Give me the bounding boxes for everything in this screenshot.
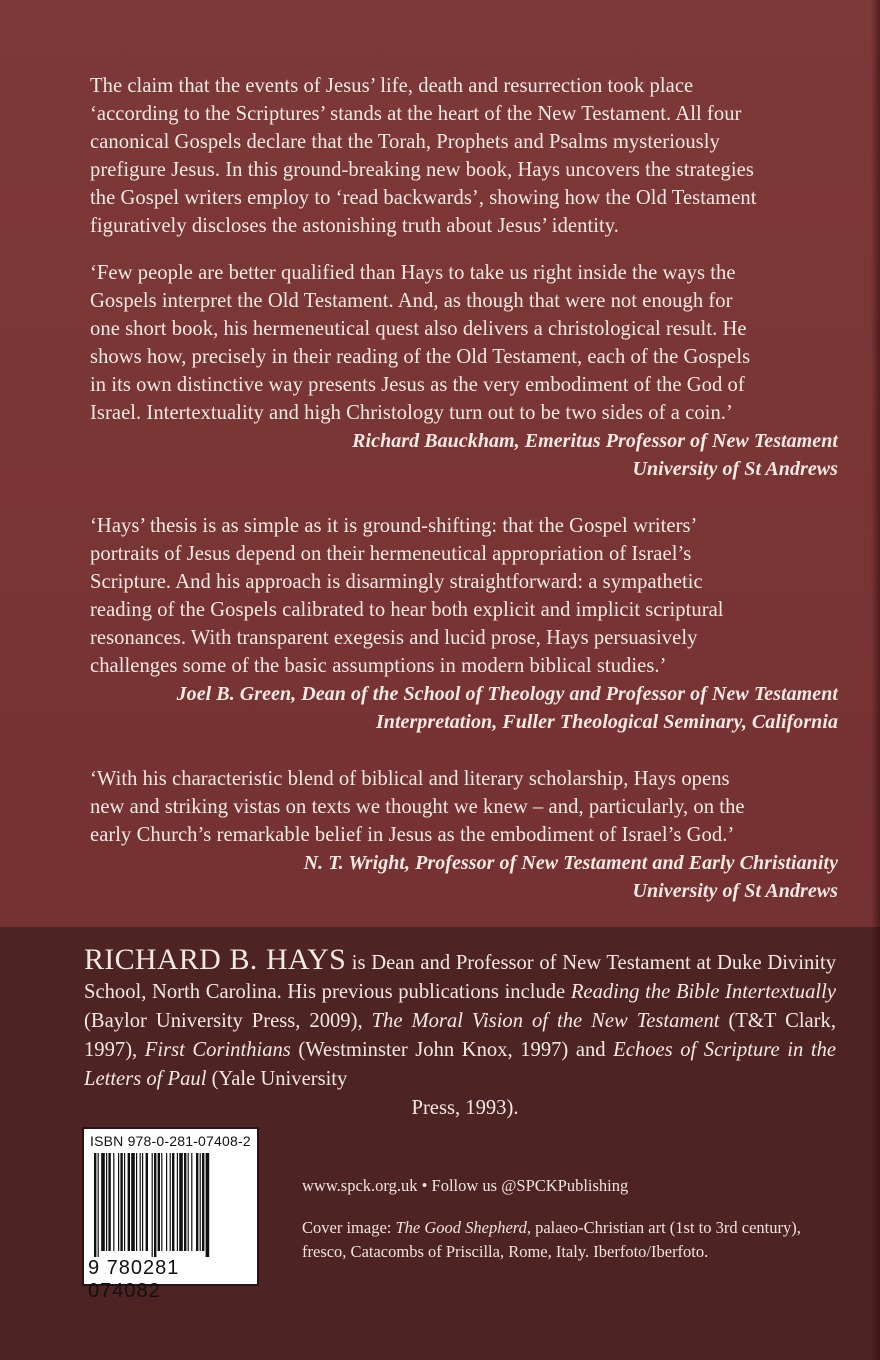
barcode-bar: [206, 1153, 210, 1257]
barcode-bar: [120, 1153, 122, 1251]
author-name: RICHARD B. HAYS: [84, 943, 347, 976]
bio-text: (Baylor University Press, 2009),: [84, 1010, 372, 1032]
attribution: [90, 680, 838, 736]
barcode-bar: [106, 1153, 107, 1251]
barcode-bar: [136, 1153, 137, 1251]
quote-line: one short book, his hermeneutical quest also delivers a christological result. He: [90, 318, 747, 340]
barcode-bar: [113, 1153, 114, 1251]
barcode-bars: [94, 1153, 247, 1257]
attribution-line: University of St Andrews: [632, 880, 838, 902]
barcode-bar: [140, 1153, 141, 1251]
website-follow-line: www.spck.org.uk • Follow us @SPCKPublishing: [302, 1176, 629, 1195]
attribution-line: Joel B. Green, Dean of the School of Theology and Professor of New Testament: [176, 683, 838, 705]
quote-line: Gospels interpret the Old Testament. And, as though that were not enough for: [90, 290, 733, 312]
intro-line: The claim that the events of Jesus’ life, death and resurrection took place: [90, 75, 694, 97]
barcode-bar: [142, 1153, 143, 1251]
bio-text: (T&T Clark, 1997),: [84, 1010, 836, 1061]
barcode-bar: [200, 1153, 201, 1251]
intro-paragraph: [90, 72, 838, 240]
intro-line: ‘according to the Scriptures’ stands at the heart of the New Testament. All four: [90, 103, 742, 125]
barcode-bar: [152, 1153, 153, 1257]
barcode-bar: [191, 1153, 192, 1251]
barcode-bar: [170, 1153, 171, 1251]
barcode-bar: [196, 1153, 198, 1251]
quote-line: ‘Few people are better qualified than Hays to take us right inside the ways the: [90, 262, 736, 284]
blurb: [90, 72, 838, 924]
book-title: First Corinthians: [144, 1039, 291, 1061]
barcode-digits: 9 780281 074082: [88, 1257, 180, 1302]
barcode-bar: [108, 1153, 110, 1251]
barcode-bar: [118, 1153, 119, 1251]
barcode-bar: [131, 1153, 135, 1251]
quote-line: Scripture. And his approach is disarmingly straightforward: a sympathetic: [90, 571, 703, 593]
barcode-bar: [202, 1153, 204, 1251]
isbn-label: ISBN 978-0-281-07408-2: [90, 1133, 251, 1149]
attribution-line: University of St Andrews: [632, 458, 838, 480]
isbn-barcode: [82, 1127, 259, 1302]
barcode-bar: [98, 1153, 99, 1257]
barcode-bar: [161, 1153, 162, 1251]
attribution-line: Interpretation, Fuller Theological Seminary, California: [375, 711, 838, 733]
barcode-bar: [177, 1153, 178, 1251]
attribution-line: N. T. Wright, Professor of New Testament and Early Christianity: [303, 852, 838, 874]
book-title: Echoes of Scripture in the Letters of Paul: [84, 1039, 837, 1090]
barcode-bar: [128, 1153, 130, 1251]
book-title: The Moral Vision of the New Testament: [371, 1010, 720, 1032]
quote-line: portraits of Jesus depend on their hermeneutical appropriation of Israel’s: [90, 543, 692, 565]
barcode-bar: [94, 1153, 96, 1257]
bio-text: is Dean and Professor of New Testament at Duke Divinity School, North Carolina. His previous publications include: [84, 952, 836, 1003]
cover-credit: [302, 1216, 842, 1264]
barcode-bar: [124, 1153, 125, 1251]
barcode-bar: [146, 1153, 148, 1251]
quote-line: early Church’s remarkable belief in Jesus as the embodiment of Israel’s God.’: [90, 824, 735, 846]
barcode-bar: [179, 1153, 183, 1251]
intro-line: figuratively discloses the astonishing truth about Jesus’ identity.: [90, 215, 619, 237]
quote-line: challenges some of the basic assumptions in modern biblical studies.’: [90, 655, 667, 677]
bio-text: Press, 1993).: [411, 1097, 519, 1119]
barcode-bar: [172, 1153, 174, 1251]
barcode-bar: [166, 1153, 167, 1251]
bio-text: (Yale University: [206, 1068, 348, 1090]
author-bio: [84, 945, 836, 1123]
intro-line: canonical Gospels declare that the Torah, Prophets and Psalms mysteriously: [90, 131, 720, 153]
endorsement-wright: [90, 765, 838, 905]
credit-title: The Good Shepherd: [395, 1218, 527, 1237]
endorsement-green: [90, 512, 838, 736]
barcode-bar: [158, 1153, 160, 1251]
bio-text: (Westminster John Knox, 1997) and: [290, 1039, 614, 1061]
barcode-bar: [154, 1153, 156, 1257]
book-title: Reading the Bible Intertextually: [570, 981, 836, 1003]
attribution: [90, 427, 838, 483]
quote-line: shows how, precisely in their reading of the Old Testament, each of the Gospels: [90, 346, 751, 368]
quote-line: resonances. With transparent exegesis and lucid prose, Hays persuasively: [90, 627, 698, 649]
quote-line: Israel. Intertextuality and high Christology turn out to be two sides of a coin.’: [90, 402, 733, 424]
endorsement-bauckham: [90, 259, 838, 483]
attribution-line: Richard Bauckham, Emeritus Professor of New Testament: [352, 430, 838, 452]
intro-line: the Gospel writers employ to ‘read backwards’, showing how the Old Testament: [90, 187, 757, 209]
spine-shadow: [871, 0, 880, 1360]
quote-line: in its own distinctive way presents Jesus as the very embodiment of the God of: [90, 374, 745, 396]
quote-line: new and striking vistas on texts we thought we knew – and, particularly, on the: [90, 796, 745, 818]
quote-line: reading of the Gospels calibrated to hear both explicit and implicit scriptural: [90, 599, 724, 621]
credit-prefix: Cover image:: [302, 1218, 396, 1237]
barcode-bar: [101, 1153, 105, 1251]
barcode-bar: [184, 1153, 186, 1251]
credit-rest: , palaeo-Christian art (1st to 3rd century), fresco, Catacombs of Priscilla, Rome, Italy. Iberfoto/Iberfoto.: [302, 1218, 801, 1261]
intro-line: prefigure Jesus. In this ground-breaking new book, Hays uncovers the strategies: [90, 159, 754, 181]
attribution: [90, 849, 838, 905]
quote-line: ‘Hays’ thesis is as simple as it is ground-shifting: that the Gospel writers’: [90, 515, 698, 537]
barcode-bar: [188, 1153, 189, 1251]
publisher-info: [302, 1174, 842, 1264]
quote-line: ‘With his characteristic blend of biblical and literary scholarship, Hays opens: [90, 768, 730, 790]
